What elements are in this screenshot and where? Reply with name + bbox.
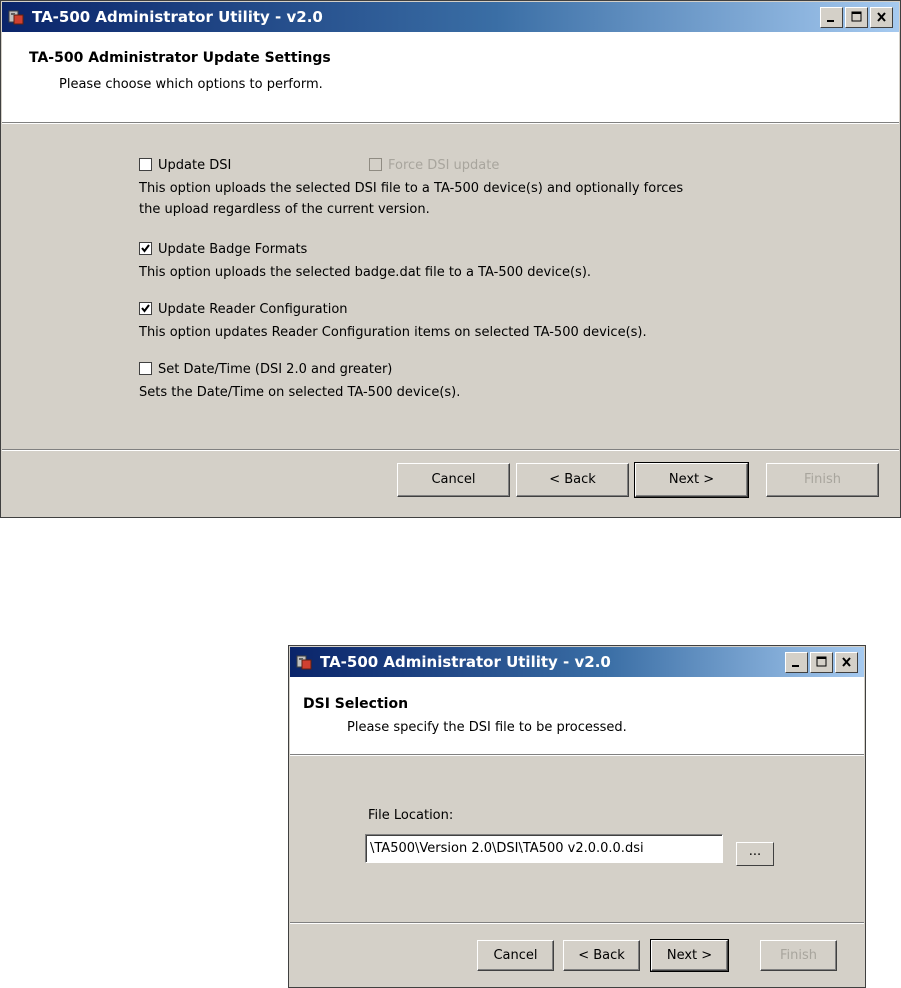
update-reader-config-desc: This option updates Reader Configuration items on selected TA-500 device(s).: [139, 325, 647, 340]
set-date-time-label[interactable]: Set Date/Time (DSI 2.0 and greater): [158, 362, 393, 377]
force-dsi-checkbox: [369, 158, 382, 171]
cancel-button[interactable]: Cancel: [397, 463, 510, 497]
cancel-button[interactable]: Cancel: [477, 940, 554, 971]
minimize-button[interactable]: [820, 7, 843, 28]
maximize-button[interactable]: [810, 652, 833, 673]
back-button[interactable]: < Back: [563, 940, 640, 971]
close-icon: [839, 655, 854, 670]
header-divider: [2, 122, 899, 124]
app-icon: [8, 9, 24, 25]
minimize-icon: [789, 655, 804, 670]
header-divider: [290, 754, 864, 756]
next-button[interactable]: Next >: [635, 463, 748, 497]
minimize-button[interactable]: [785, 652, 808, 673]
page-subtitle: Please choose which options to perform.: [59, 77, 323, 92]
update-dsi-desc-1: This option uploads the selected DSI file to a TA-500 device(s) and optionally forces: [139, 181, 684, 196]
footer-divider: [290, 922, 864, 924]
checkmark-icon: [140, 303, 151, 314]
app-icon: [296, 654, 312, 670]
next-button[interactable]: Next >: [651, 940, 728, 971]
window-title: TA-500 Administrator Utility - v2.0: [32, 8, 323, 26]
wizard-header: [290, 677, 864, 754]
file-location-input[interactable]: \TA500\Version 2.0\DSI\TA500 v2.0.0.0.dsi: [365, 834, 723, 863]
set-date-time-checkbox[interactable]: [139, 362, 152, 375]
page-title: DSI Selection: [303, 696, 409, 712]
update-dsi-desc-2: the upload regardless of the current version.: [139, 202, 430, 217]
force-dsi-label: Force DSI update: [388, 158, 500, 173]
browse-button[interactable]: ...: [736, 842, 774, 866]
footer-divider: [2, 449, 899, 451]
file-location-label: File Location:: [368, 808, 454, 823]
title-bar[interactable]: [290, 647, 864, 677]
back-button[interactable]: < Back: [516, 463, 629, 497]
minimize-icon: [824, 10, 839, 25]
wizard-header: [2, 32, 899, 122]
update-dsi-checkbox[interactable]: [139, 158, 152, 171]
close-button[interactable]: [835, 652, 858, 673]
page-subtitle: Please specify the DSI file to be processed.: [347, 720, 627, 735]
force-dsi-option: [369, 158, 499, 173]
update-dsi-label[interactable]: Update DSI: [158, 158, 232, 173]
dsi-selection-window: [288, 645, 866, 988]
update-reader-config-option[interactable]: [139, 302, 348, 317]
set-date-time-option[interactable]: [139, 362, 392, 377]
update-dsi-option[interactable]: [139, 158, 231, 173]
update-reader-config-label[interactable]: Update Reader Configuration: [158, 302, 348, 317]
title-bar[interactable]: [2, 2, 899, 32]
update-badge-formats-checkbox[interactable]: [139, 242, 152, 255]
close-button[interactable]: [870, 7, 893, 28]
window-title: TA-500 Administrator Utility - v2.0: [320, 653, 611, 671]
finish-button: Finish: [766, 463, 879, 497]
set-date-time-desc: Sets the Date/Time on selected TA-500 device(s).: [139, 385, 461, 400]
page-title: TA-500 Administrator Update Settings: [29, 50, 331, 66]
update-reader-config-checkbox[interactable]: [139, 302, 152, 315]
maximize-icon: [814, 655, 829, 670]
close-icon: [874, 10, 889, 25]
update-badge-formats-option[interactable]: [139, 242, 307, 257]
finish-button: Finish: [760, 940, 837, 971]
update-badge-formats-label[interactable]: Update Badge Formats: [158, 242, 308, 257]
update-badge-formats-desc: This option uploads the selected badge.dat file to a TA-500 device(s).: [139, 265, 592, 280]
maximize-icon: [849, 10, 864, 25]
maximize-button[interactable]: [845, 7, 868, 28]
checkmark-icon: [140, 243, 151, 254]
